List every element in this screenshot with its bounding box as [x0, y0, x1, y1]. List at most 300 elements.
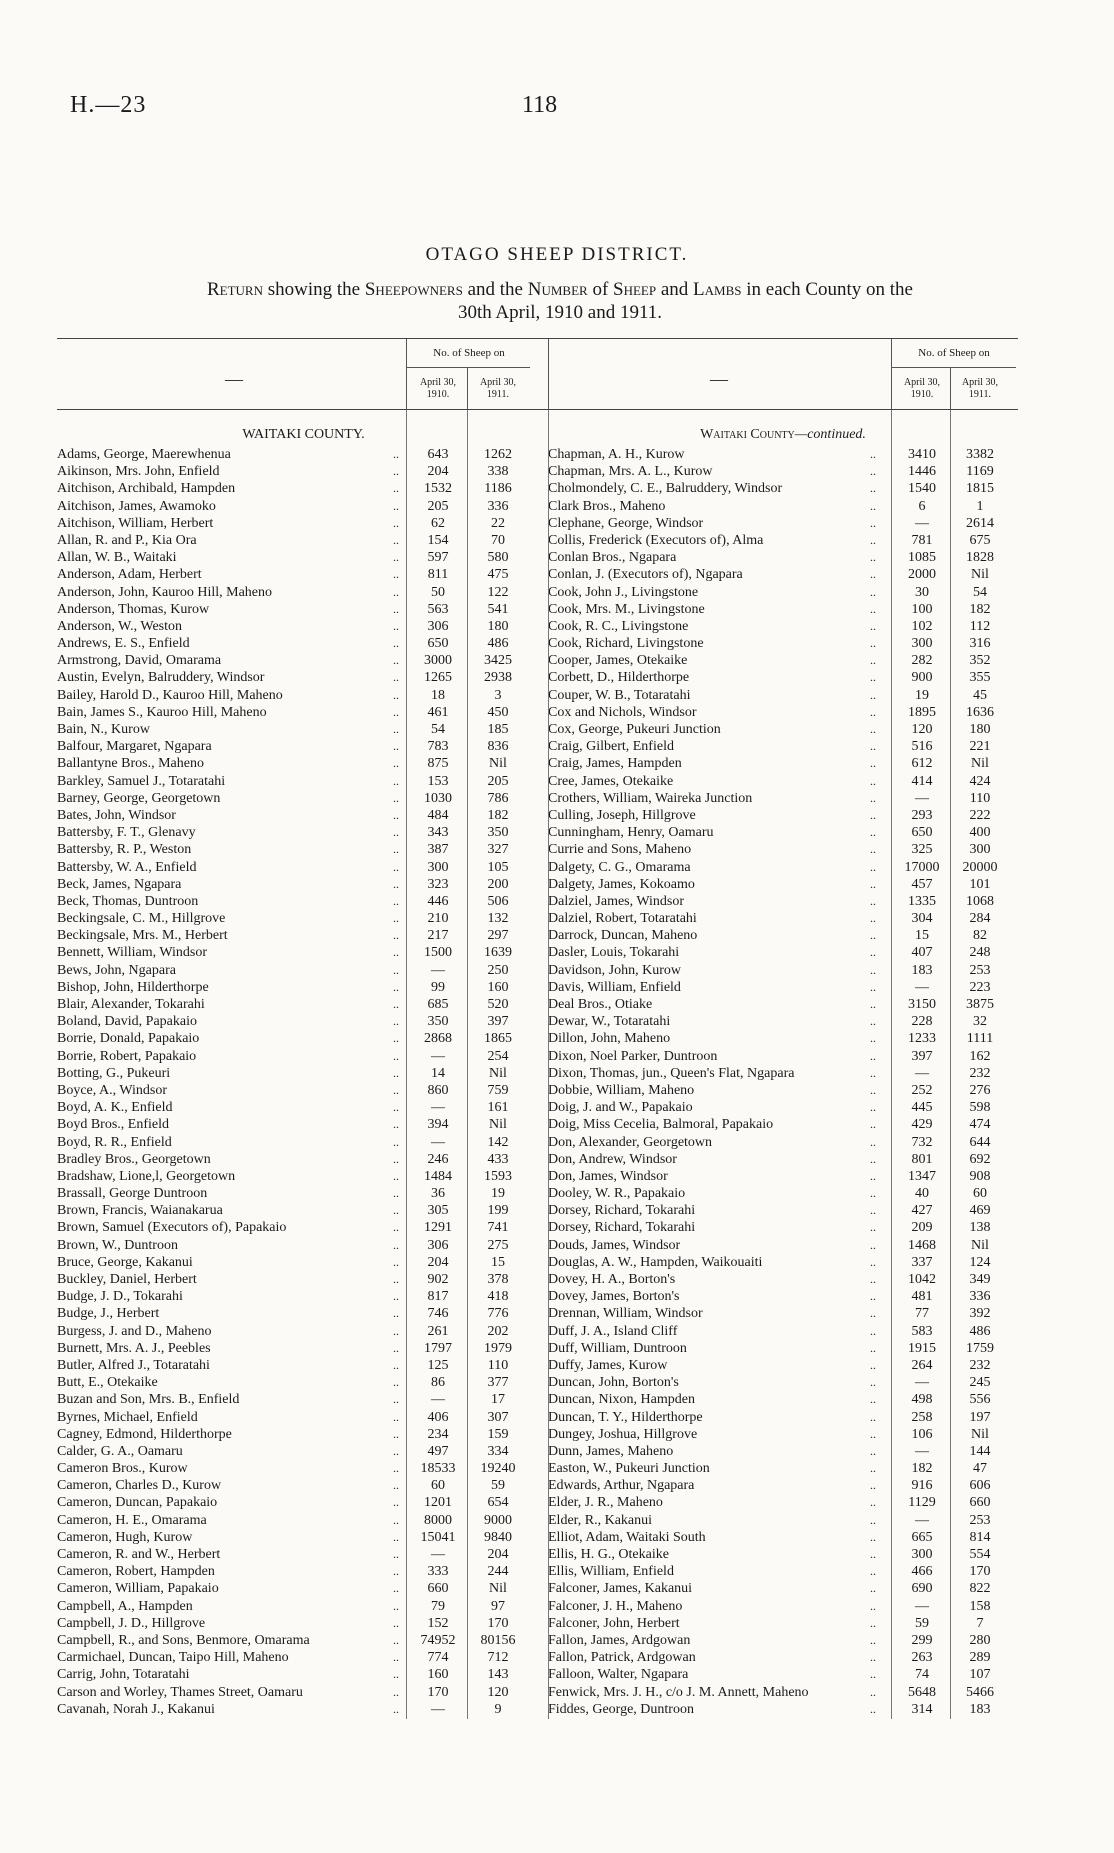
- leader-dots: ..: [393, 1186, 399, 1201]
- table-row: [548, 927, 1018, 944]
- leader-dots: ..: [393, 1598, 399, 1613]
- table-row: [57, 1202, 550, 1219]
- sheep-1910: 1335: [908, 893, 936, 909]
- leader-dots: ..: [870, 1598, 876, 1613]
- sheep-1911: 580: [487, 550, 509, 566]
- sheep-1911: 15: [491, 1254, 505, 1270]
- header-divider: [548, 339, 549, 409]
- leader-dots: ..: [870, 618, 876, 633]
- leader-dots: ..: [870, 1529, 876, 1544]
- leader-dots: ..: [393, 1237, 399, 1252]
- leader-dots: ..: [870, 1632, 876, 1647]
- table-row: [548, 1529, 1018, 1546]
- sheep-1911: 327: [487, 842, 509, 858]
- sheep-1911: 307: [487, 1409, 509, 1425]
- owner-name: Don, Andrew, Windsor: [548, 1151, 677, 1167]
- leader-dots: ..: [870, 1168, 876, 1183]
- table-row: [57, 876, 550, 893]
- leader-dots: ..: [393, 704, 399, 719]
- owner-name: Butt, E., Otekaike: [57, 1375, 158, 1391]
- leader-dots: ..: [393, 1168, 399, 1183]
- sheep-1911: 5466: [966, 1684, 994, 1700]
- sheep-1910: 19: [915, 687, 929, 703]
- document-reference: H.—23: [70, 92, 147, 118]
- table-row: [548, 1151, 1018, 1168]
- sheep-1910: 427: [911, 1203, 933, 1219]
- sheep-1911: 352: [969, 653, 991, 669]
- sheep-1910: 902: [427, 1272, 449, 1287]
- sheep-1911: 122: [487, 584, 509, 600]
- sheep-1910: 563: [427, 601, 449, 617]
- sheep-1911: 254: [487, 1048, 509, 1064]
- sheep-1911: 182: [487, 807, 509, 823]
- sheep-1910: 650: [427, 636, 449, 652]
- leader-dots: ..: [870, 1357, 876, 1372]
- owner-name: Aitchison, William, Herbert: [57, 515, 214, 531]
- sheep-1910: 461: [427, 704, 449, 720]
- owner-name: Dungey, Joshua, Hillgrove: [548, 1426, 698, 1442]
- table-row: [548, 1082, 1018, 1099]
- sheep-1910: 1484: [424, 1168, 452, 1184]
- owner-name: Duff, William, Duntroon: [548, 1340, 687, 1356]
- sheep-1911: 253: [969, 1512, 991, 1528]
- table-row: [57, 480, 550, 497]
- sheep-1910: 1265: [424, 670, 452, 686]
- leader-dots: ..: [870, 584, 876, 599]
- sheep-1910: 153: [427, 773, 449, 789]
- table-row: [548, 463, 1018, 480]
- sheep-1910: 170: [427, 1684, 449, 1700]
- subtitle-text: in each County on the: [741, 279, 913, 300]
- sheep-1911: 1979: [484, 1340, 512, 1356]
- sheep-1910: 15041: [420, 1529, 456, 1545]
- sheep-1911: 1828: [966, 550, 994, 566]
- sheep-1910: 497: [427, 1443, 449, 1459]
- owner-name: Campbell, J. D., Hillgrove: [57, 1615, 206, 1631]
- table-row: [548, 1512, 1018, 1529]
- leader-dots: ..: [870, 704, 876, 719]
- column-divider: [406, 410, 407, 1719]
- sheep-1910: 860: [427, 1082, 449, 1098]
- owner-name: Butler, Alfred J., Totaratahi: [57, 1357, 210, 1373]
- owner-name: Bain, N., Kurow: [57, 722, 150, 737]
- owner-name: Aikinson, Mrs. John, Enfield: [57, 464, 220, 480]
- leader-dots: ..: [393, 498, 399, 513]
- sheep-1910: 875: [427, 756, 449, 772]
- leader-dots: ..: [870, 1186, 876, 1201]
- subtitle-text: of: [587, 279, 614, 300]
- sheep-1910: 99: [431, 979, 445, 995]
- page-title: OTAGO SHEEP DISTRICT.: [425, 244, 689, 265]
- leader-dots: ..: [393, 1461, 399, 1476]
- sheep-1910: 74952: [420, 1632, 456, 1648]
- leader-dots: ..: [870, 1272, 876, 1286]
- owner-name: Duncan, Nixon, Hampden: [548, 1392, 695, 1408]
- table-row: [548, 1185, 1018, 1202]
- column-divider: [950, 410, 951, 1719]
- owner-name: Anderson, Adam, Herbert: [57, 567, 202, 583]
- leader-dots: ..: [870, 739, 876, 754]
- owner-name: Borrie, Robert, Papakaio: [57, 1048, 197, 1064]
- leader-dots: ..: [870, 790, 876, 805]
- table-row: [548, 1134, 1018, 1151]
- table-row: [548, 1494, 1018, 1511]
- sheep-1910: 498: [911, 1392, 933, 1408]
- sheep-1911: 60: [973, 1186, 987, 1202]
- sheep-1911: 3: [494, 687, 502, 703]
- sheep-1910: 258: [911, 1409, 933, 1425]
- table-row: [548, 859, 1018, 876]
- sheep-1910: 394: [427, 1117, 449, 1133]
- sheep-1910: —: [431, 1547, 445, 1562]
- leader-dots: ..: [393, 1048, 399, 1063]
- sheep-1911: 1815: [966, 481, 994, 497]
- owner-name: Cameron, Hugh, Kurow: [57, 1529, 193, 1545]
- sheep-1910: 406: [427, 1409, 449, 1425]
- leader-dots: ..: [393, 1100, 399, 1115]
- sheep-1911: 19: [491, 1186, 505, 1202]
- owner-name: Corbett, D., Hilderthorpe: [548, 670, 690, 686]
- sheep-1911: 1: [976, 498, 984, 514]
- leader-dots: ..: [870, 464, 876, 479]
- sheep-1910: 217: [427, 928, 449, 944]
- owner-name: Davidson, John, Kurow: [548, 962, 681, 978]
- leader-dots: ..: [393, 481, 399, 496]
- table-row: [548, 1580, 1018, 1597]
- leader-dots: ..: [393, 618, 399, 633]
- sheep-1910: —: [431, 1048, 445, 1064]
- owner-name: Dillon, John, Maheno: [548, 1031, 671, 1047]
- table-row: [57, 446, 550, 463]
- owner-name: Elder, R., Kakanui: [548, 1512, 653, 1528]
- leader-dots: ..: [870, 928, 876, 943]
- sheep-1911: 221: [969, 739, 991, 755]
- owner-name: Dasler, Louis, Tokarahi: [548, 945, 680, 961]
- leader-dots: ..: [393, 1409, 399, 1424]
- sheep-1911: 418: [487, 1289, 509, 1305]
- table-row: [57, 1443, 550, 1460]
- table-row: [548, 1048, 1018, 1065]
- sheep-1910: —: [431, 1701, 445, 1717]
- owner-name: Dixon, Thomas, jun., Queen's Flat, Ngapara: [548, 1065, 795, 1081]
- sheep-1910: 8000: [424, 1512, 452, 1528]
- leader-dots: ..: [870, 1409, 876, 1424]
- owner-name: Doig, Miss Cecelia, Balmoral, Papakaio: [548, 1117, 774, 1133]
- sheep-1910: 183: [911, 962, 933, 978]
- header-no-of-sheep: No. of Sheep on: [918, 347, 990, 359]
- sheep-1911: 101: [969, 876, 991, 892]
- leader-dots: ..: [870, 997, 876, 1011]
- sheep-1910: 209: [911, 1220, 933, 1236]
- sheep-1910: 293: [911, 807, 933, 823]
- sheep-1911: Nil: [971, 1426, 989, 1442]
- leader-dots: ..: [393, 1701, 399, 1716]
- leader-dots: ..: [870, 1203, 876, 1218]
- leader-dots: ..: [870, 515, 876, 530]
- header-dash: —: [225, 369, 243, 389]
- owner-name: Dalziel, James, Windsor: [548, 893, 685, 909]
- table-row: [548, 944, 1018, 961]
- owner-name: Falconer, J. H., Maheno: [548, 1598, 683, 1614]
- table-row: [57, 1185, 550, 1202]
- owner-name: Bradley Bros., Georgetown: [57, 1151, 211, 1167]
- table-row: [57, 1374, 550, 1391]
- sheep-1910: 323: [427, 876, 449, 892]
- leader-dots: ..: [393, 1564, 399, 1579]
- sheep-1910: 457: [911, 876, 933, 892]
- leader-dots: ..: [393, 1443, 399, 1458]
- sheep-1910: 1532: [424, 481, 452, 497]
- table-row: [57, 1134, 550, 1151]
- sheep-1911: 397: [487, 1014, 509, 1030]
- owner-name: Duffy, James, Kurow: [548, 1357, 668, 1373]
- leader-dots: ..: [393, 1426, 399, 1441]
- table-row: [57, 1116, 550, 1133]
- table-row: [57, 1323, 550, 1340]
- sheep-1910: —: [915, 1512, 929, 1528]
- owner-name: Anderson, W., Weston: [57, 618, 183, 634]
- owner-name: Dooley, W. R., Papakaio: [548, 1186, 686, 1202]
- owner-name: Doig, J. and W., Papakaio: [548, 1100, 693, 1116]
- sheep-1910: 234: [427, 1426, 449, 1442]
- sheep-1910: —: [915, 515, 929, 531]
- owner-name: Darrock, Duncan, Maheno: [548, 928, 698, 944]
- sheep-1910: 282: [911, 653, 933, 669]
- sheep-1911: 474: [969, 1117, 991, 1133]
- owner-name: Cholmondely, C. E., Balruddery, Windsor: [548, 481, 783, 497]
- owner-name: Falloon, Walter, Ngapara: [548, 1667, 689, 1683]
- sheep-1910: 1895: [908, 704, 936, 720]
- leader-dots: ..: [870, 1512, 876, 1527]
- sheep-1910: 916: [911, 1478, 933, 1494]
- table-row: [57, 1632, 550, 1649]
- subtitle-word: Lambs: [693, 279, 742, 300]
- table-row: [548, 1254, 1018, 1271]
- sheep-1911: 450: [487, 704, 509, 720]
- leader-dots: ..: [870, 1014, 876, 1029]
- sheep-1910: 1042: [908, 1272, 936, 1287]
- table-row: [57, 687, 550, 704]
- owner-name: Clark Bros., Maheno: [548, 498, 666, 514]
- leader-dots: ..: [870, 1667, 876, 1682]
- sheep-1911: 7: [976, 1615, 984, 1631]
- sheep-1911: 138: [969, 1220, 991, 1236]
- owner-name: Cameron, Robert, Hampden: [57, 1564, 215, 1580]
- leader-dots: ..: [393, 876, 399, 891]
- column-divider: [548, 410, 549, 1719]
- sheep-1911: 110: [969, 790, 991, 806]
- table-row: [548, 755, 1018, 772]
- sheep-1910: 182: [911, 1461, 933, 1477]
- sheep-1910: 306: [427, 1237, 449, 1253]
- owner-name: Allan, R. and P., Kia Ora: [57, 532, 197, 548]
- sheep-1910: 160: [427, 1667, 449, 1683]
- table-row: [57, 635, 550, 652]
- sheep-1910: 516: [911, 739, 933, 755]
- leader-dots: ..: [393, 1478, 399, 1493]
- sheep-1910: 264: [911, 1357, 933, 1373]
- sheep-1911: 245: [969, 1375, 991, 1391]
- leader-dots: ..: [393, 1151, 399, 1166]
- table-row: [548, 652, 1018, 669]
- sheep-1911: 469: [969, 1203, 991, 1219]
- leader-dots: ..: [870, 1340, 876, 1355]
- owner-name: Boyd, A. K., Enfield: [57, 1100, 173, 1116]
- sheep-1910: 445: [911, 1100, 933, 1116]
- owner-name: Conlan Bros., Ngapara: [548, 550, 677, 566]
- owner-name: Brown, Samuel (Executors of), Papakaio: [57, 1220, 287, 1236]
- sheep-1910: —: [915, 979, 929, 995]
- leader-dots: ..: [870, 1375, 876, 1390]
- owner-name: Fallon, James, Ardgowan: [548, 1632, 691, 1648]
- sheep-1910: 643: [427, 447, 449, 462]
- sheep-1911: 675: [969, 532, 991, 548]
- header-1911: April 30, 1911.: [961, 377, 999, 400]
- table-row: [548, 498, 1018, 515]
- owner-name: Falconer, John, Herbert: [548, 1615, 680, 1631]
- table-row: [548, 1340, 1018, 1357]
- sheep-1911: 54: [973, 584, 987, 600]
- leader-dots: ..: [393, 739, 399, 754]
- table-row: [548, 1357, 1018, 1374]
- table-row: [57, 1563, 550, 1580]
- sheep-1911: 541: [487, 601, 509, 617]
- table-row: [57, 944, 550, 961]
- sheep-1911: 232: [969, 1065, 991, 1081]
- sheep-1911: 654: [487, 1495, 509, 1511]
- sheep-1911: 124: [969, 1254, 991, 1270]
- sheep-1910: 1347: [908, 1168, 936, 1184]
- owner-name: Beckingsale, Mrs. M., Herbert: [57, 928, 228, 944]
- sheep-1910: —: [431, 962, 445, 978]
- owner-name: Don, James, Windsor: [548, 1168, 668, 1184]
- owner-name: Boyd Bros., Enfield: [57, 1117, 169, 1133]
- sheep-1911: 836: [487, 739, 509, 755]
- sheep-1911: 17: [491, 1392, 505, 1408]
- leader-dots: ..: [870, 481, 876, 496]
- sheep-1911: 80156: [480, 1632, 516, 1648]
- leader-dots: ..: [870, 1254, 876, 1269]
- leader-dots: ..: [393, 1581, 399, 1596]
- leader-dots: ..: [393, 997, 399, 1011]
- leader-dots: ..: [393, 1117, 399, 1132]
- sheep-1911: 200: [487, 876, 509, 892]
- sheep-1911: 1865: [484, 1031, 512, 1047]
- sheep-1910: 1540: [908, 481, 936, 497]
- owner-name: Culling, Joseph, Hillgrove: [548, 807, 696, 823]
- owner-name: Brown, Francis, Waianakarua: [57, 1203, 223, 1219]
- sheep-1911: 776: [487, 1306, 509, 1322]
- owner-name: Fallon, Patrick, Ardgowan: [548, 1650, 696, 1666]
- leader-dots: ..: [393, 1632, 399, 1647]
- owner-name: Boland, David, Papakaio: [57, 1014, 197, 1030]
- leader-dots: ..: [393, 790, 399, 805]
- owner-name: Falconer, James, Kakanui: [548, 1581, 693, 1597]
- leader-dots: ..: [870, 1220, 876, 1235]
- table-row: [57, 1684, 550, 1701]
- sheep-1911: 1068: [966, 893, 994, 909]
- table-row: [548, 807, 1018, 824]
- column-divider: [467, 410, 468, 1719]
- sheep-1911: 712: [487, 1650, 509, 1666]
- sheep-1910: 204: [427, 464, 449, 480]
- owner-name: Dalgety, C. G., Omarama: [548, 859, 691, 875]
- sheep-1911: 660: [969, 1495, 991, 1511]
- sheep-1910: 481: [911, 1289, 933, 1305]
- leader-dots: ..: [870, 1031, 876, 1046]
- leader-dots: ..: [393, 807, 399, 822]
- table-row: [57, 841, 550, 858]
- table-row: [57, 566, 550, 583]
- leader-dots: ..: [393, 1203, 399, 1218]
- section-heading-county: Waitaki County: [700, 427, 795, 442]
- sheep-1910: 1030: [424, 790, 452, 806]
- sheep-1911: 70: [491, 532, 505, 548]
- owner-name: Duncan, John, Borton's: [548, 1375, 679, 1391]
- sheep-1911: 232: [969, 1357, 991, 1373]
- table-row: [57, 652, 550, 669]
- owner-name: Brown, W., Duntroon: [57, 1237, 178, 1253]
- leader-dots: ..: [393, 962, 399, 977]
- table-row: [548, 910, 1018, 927]
- sheep-1910: —: [915, 790, 929, 806]
- sheep-1910: 305: [427, 1203, 449, 1219]
- sheep-1911: 486: [487, 636, 509, 652]
- leader-dots: ..: [870, 636, 876, 651]
- leader-dots: ..: [870, 687, 876, 702]
- table-row: [548, 1426, 1018, 1443]
- owner-name: Don, Alexander, Georgetown: [548, 1134, 713, 1150]
- sheep-1910: 801: [911, 1151, 933, 1167]
- table-row: [57, 1048, 550, 1065]
- sheep-1910: 1915: [908, 1340, 936, 1356]
- sheep-1911: 598: [969, 1100, 991, 1116]
- table-row: [57, 1460, 550, 1477]
- sheep-1911: 107: [969, 1667, 991, 1683]
- leader-dots: ..: [870, 550, 876, 565]
- table-row: [57, 721, 550, 738]
- leader-dots: ..: [870, 1151, 876, 1166]
- table-row: [57, 1219, 550, 1236]
- subtitle-word: Number: [527, 279, 588, 300]
- sheep-1911: 112: [969, 618, 991, 634]
- leader-dots: ..: [870, 1100, 876, 1115]
- owner-name: Fenwick, Mrs. J. H., c/o J. M. Annett, Maheno: [548, 1684, 809, 1700]
- sheep-1910: 1446: [908, 464, 936, 480]
- sheep-1910: 252: [911, 1082, 933, 1098]
- owner-name: Burnett, Mrs. A. J., Peebles: [57, 1340, 211, 1356]
- leader-dots: ..: [870, 911, 876, 926]
- leader-dots: ..: [870, 756, 876, 771]
- owner-name: Carmichael, Duncan, Taipo Hill, Maheno: [57, 1650, 289, 1666]
- leader-dots: ..: [393, 1650, 399, 1665]
- owner-name: Bishop, John, Hilderthorpe: [57, 979, 209, 995]
- sheep-1911: 556: [969, 1392, 991, 1408]
- sheep-1910: 79: [431, 1598, 445, 1614]
- sheep-1911: 1593: [484, 1168, 512, 1184]
- table-row: [548, 1460, 1018, 1477]
- sheep-1910: 205: [427, 498, 449, 514]
- sheep-1910: 414: [911, 773, 933, 789]
- table-row: [548, 893, 1018, 910]
- sheep-1911: 97: [491, 1598, 505, 1614]
- owner-name: Austin, Evelyn, Balruddery, Windsor: [57, 670, 265, 686]
- owner-name: Dixon, Noel Parker, Duntroon: [548, 1048, 718, 1064]
- sheep-1911: 1759: [966, 1340, 994, 1356]
- table-row: [57, 1271, 550, 1288]
- sheep-1911: 222: [969, 807, 991, 823]
- leader-dots: ..: [870, 1684, 876, 1699]
